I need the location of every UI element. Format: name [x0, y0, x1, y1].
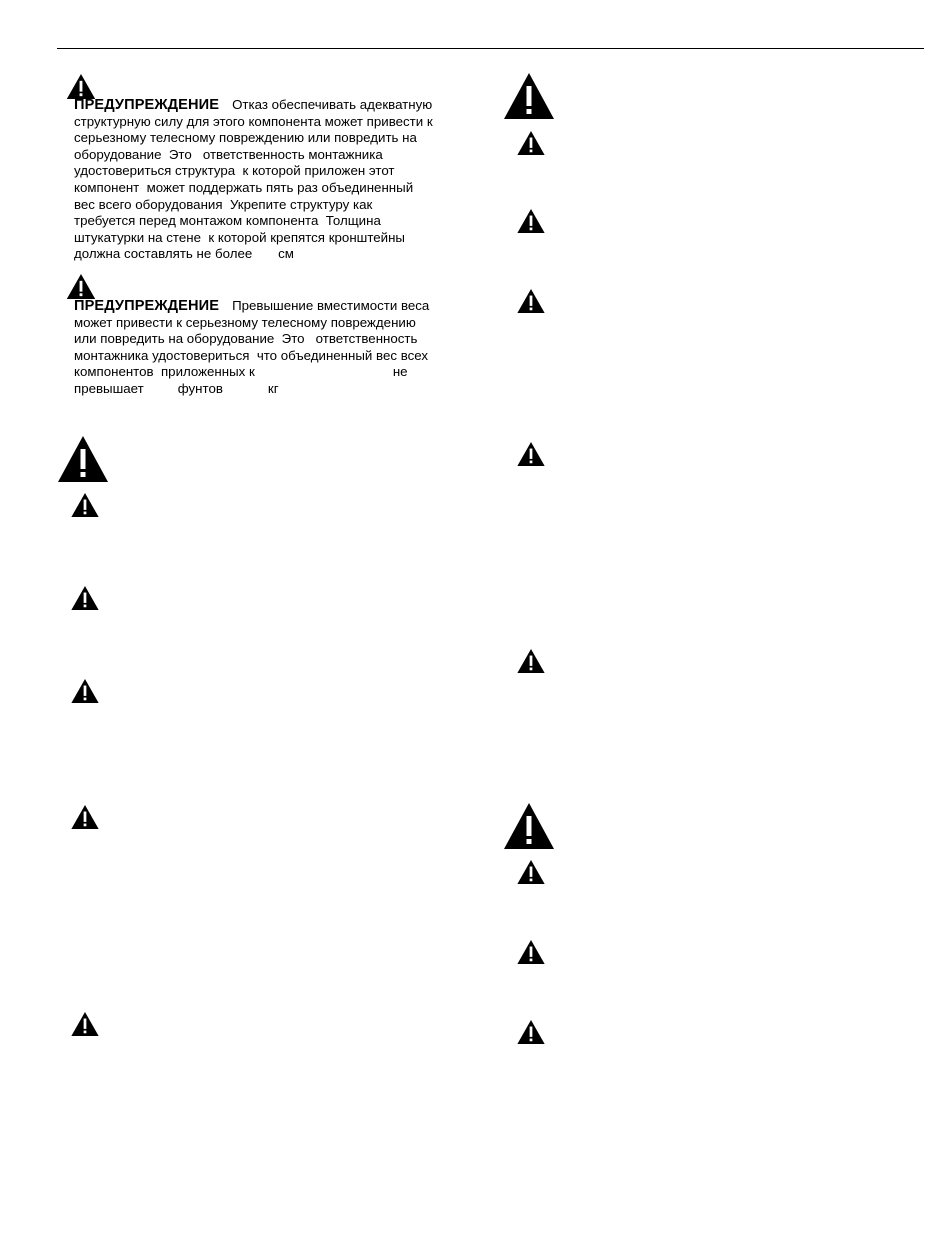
warning-triangle-large-icon [58, 436, 108, 482]
warning-triangle-small-icon [517, 860, 545, 884]
warning-triangle-small-icon [517, 131, 545, 155]
header-rule [57, 48, 924, 49]
warning-text-line: удостовериться структура к которой приложен этот [74, 163, 395, 179]
warning-triangle-small-icon [71, 1012, 99, 1036]
warning-title: ПРЕДУПРЕЖДЕНИЕ [74, 97, 220, 113]
warning-triangle-small-icon [71, 586, 99, 610]
warning-block-1 [74, 97, 476, 263]
warning-triangle-icon [66, 274, 96, 299]
warning-text: не [392, 364, 408, 380]
warning-text: компонентов приложенных к [74, 364, 255, 380]
warning-triangle-small-icon [517, 649, 545, 673]
warning-text: фунтов [177, 380, 223, 396]
warning-text-line: вес всего оборудования Укрепите структуру как [74, 196, 373, 212]
warning-triangle-small-icon [517, 209, 545, 233]
warning-text: Превышение вместимости веса [232, 298, 430, 313]
warning-triangle-small-icon [517, 442, 545, 466]
warning-text-line: должна составлять не более см [74, 246, 294, 262]
warning-text-line: штукатурки на стене к которой крепятся кронштейны [74, 229, 405, 245]
warning-text-line: требуется перед монтажом компонента Толщина [74, 213, 381, 229]
warning-triangle-icon [66, 74, 96, 99]
warning-title: ПРЕДУПРЕЖДЕНИЕ [74, 298, 220, 314]
warning-triangle-large-icon [504, 73, 554, 119]
warning-text-line: монтажника удостовериться что объединенный вес всех [74, 347, 429, 363]
warning-triangle-small-icon [517, 289, 545, 313]
warning-text-line: структурную силу для этого компонента может привести к [74, 113, 433, 129]
warning-triangle-small-icon [517, 1020, 545, 1044]
warning-triangle-small-icon [71, 805, 99, 829]
warning-text: Отказ обеспечивать адекватную [232, 97, 433, 112]
warning-triangle-small-icon [71, 679, 99, 703]
warning-text-line: оборудование Это ответственность монтажника [74, 146, 383, 162]
warning-text: кг [267, 380, 279, 396]
warning-triangle-small-icon [517, 940, 545, 964]
warning-text-line: серьезному телесному повреждению или повредить на [74, 130, 417, 146]
warning-text-line: компонент может поддержать пять раз объединенный [74, 179, 414, 195]
warning-triangle-large-icon [504, 803, 554, 849]
warning-block-2 [74, 298, 476, 398]
warning-triangle-small-icon [71, 493, 99, 517]
warning-text-line: может привести к серьезному телесному повреждению [74, 314, 416, 330]
warning-text: превышает [74, 380, 144, 396]
warning-text-line: или повредить на оборудование Это ответственность [74, 331, 418, 347]
